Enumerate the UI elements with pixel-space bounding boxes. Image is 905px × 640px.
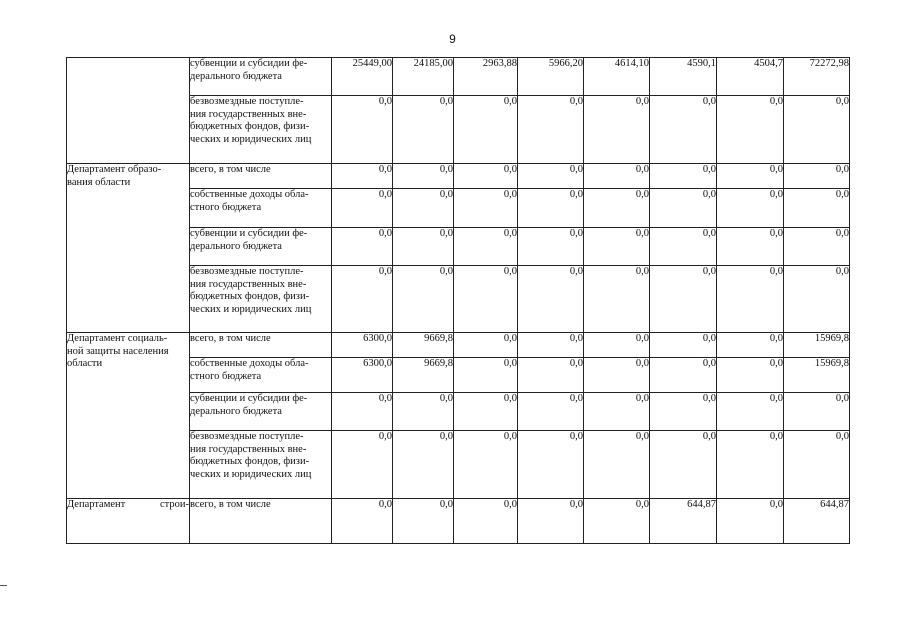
table-row bbox=[67, 499, 850, 544]
year-value-cell: 0,0 bbox=[332, 266, 393, 333]
year-value-cell: 0,0 bbox=[518, 266, 584, 333]
year-value-cell: 9669,8 bbox=[393, 358, 454, 393]
funding-source-cell: собственные доходы обла- стного бюджета bbox=[190, 189, 332, 228]
department-name: Департамент строи- bbox=[67, 499, 189, 510]
year-value-cell: 0,0 bbox=[332, 228, 393, 266]
year-value-cell: 0,0 bbox=[650, 164, 717, 189]
year-value-cell: 0,0 bbox=[650, 96, 717, 164]
year-value-cell: 0,0 bbox=[393, 189, 454, 228]
year-value-cell: 0,0 bbox=[650, 393, 717, 431]
year-value-cell: 0,0 bbox=[584, 228, 650, 266]
funding-source-cell: субвенции и субсидии фе- дерального бюджета bbox=[190, 58, 332, 96]
year-value-cell: 0,0 bbox=[584, 333, 650, 358]
year-value-cell: 0,0 bbox=[454, 164, 518, 189]
year-value-cell: 0,0 bbox=[454, 266, 518, 333]
year-value-cell: 0,0 bbox=[518, 358, 584, 393]
table-row bbox=[67, 58, 850, 96]
year-value-cell: 0,0 bbox=[584, 431, 650, 499]
funding-source-cell: субвенции и субсидии фе- дерального бюджета bbox=[190, 393, 332, 431]
total-value-cell: 72272,98 bbox=[784, 58, 850, 96]
year-value-cell: 6300,0 bbox=[332, 358, 393, 393]
year-value-cell: 0,0 bbox=[717, 431, 784, 499]
year-value-cell: 0,0 bbox=[393, 164, 454, 189]
year-value-cell: 5966,20 bbox=[518, 58, 584, 96]
funding-source-cell: безвозмездные поступле- ния государственных вне- бюджетных фондов, физи- ческих и юридических лиц bbox=[190, 266, 332, 333]
year-value-cell: 0,0 bbox=[518, 431, 584, 499]
year-value-cell: 0,0 bbox=[332, 189, 393, 228]
year-value-cell: 0,0 bbox=[717, 333, 784, 358]
year-value-cell: 0,0 bbox=[650, 266, 717, 333]
year-value-cell: 0,0 bbox=[518, 164, 584, 189]
year-value-cell: 0,0 bbox=[518, 499, 584, 544]
year-value-cell: 0,0 bbox=[454, 333, 518, 358]
year-value-cell: 0,0 bbox=[584, 499, 650, 544]
total-value-cell: 0,0 bbox=[784, 228, 850, 266]
total-value-cell: 0,0 bbox=[784, 96, 850, 164]
year-value-cell: 6300,0 bbox=[332, 333, 393, 358]
total-value-cell: 0,0 bbox=[784, 266, 850, 333]
year-value-cell: 0,0 bbox=[393, 499, 454, 544]
year-value-cell: 0,0 bbox=[454, 189, 518, 228]
year-value-cell: 0,0 bbox=[584, 266, 650, 333]
year-value-cell: 0,0 bbox=[454, 393, 518, 431]
year-value-cell: 0,0 bbox=[650, 189, 717, 228]
year-value-cell: 0,0 bbox=[650, 228, 717, 266]
year-value-cell: 4614,10 bbox=[584, 58, 650, 96]
department-name: Департамент образо- вания области bbox=[67, 164, 162, 188]
year-value-cell: 0,0 bbox=[332, 164, 393, 189]
funding-source-cell: всего, в том числе bbox=[190, 499, 332, 544]
year-value-cell: 0,0 bbox=[393, 393, 454, 431]
year-value-cell: 25449,00 bbox=[332, 58, 393, 96]
year-value-cell: 0,0 bbox=[650, 358, 717, 393]
year-value-cell: 0,0 bbox=[454, 431, 518, 499]
department-cell bbox=[67, 333, 190, 499]
total-value-cell: 0,0 bbox=[784, 393, 850, 431]
budget-table bbox=[66, 57, 850, 544]
department-cell bbox=[67, 164, 190, 333]
year-value-cell: 0,0 bbox=[717, 96, 784, 164]
year-value-cell: 0,0 bbox=[584, 358, 650, 393]
total-value-cell: 0,0 bbox=[784, 164, 850, 189]
year-value-cell: 0,0 bbox=[584, 189, 650, 228]
table-row bbox=[67, 333, 850, 358]
scan-edge-mark bbox=[0, 585, 7, 586]
year-value-cell: 644,87 bbox=[650, 499, 717, 544]
year-value-cell: 0,0 bbox=[393, 431, 454, 499]
year-value-cell: 0,0 bbox=[332, 393, 393, 431]
year-value-cell: 0,0 bbox=[454, 499, 518, 544]
year-value-cell: 0,0 bbox=[332, 96, 393, 164]
total-value-cell: 0,0 bbox=[784, 189, 850, 228]
year-value-cell: 4590,1 bbox=[650, 58, 717, 96]
year-value-cell: 0,0 bbox=[518, 333, 584, 358]
year-value-cell: 0,0 bbox=[717, 393, 784, 431]
year-value-cell: 0,0 bbox=[518, 189, 584, 228]
year-value-cell: 0,0 bbox=[717, 228, 784, 266]
year-value-cell: 0,0 bbox=[393, 228, 454, 266]
year-value-cell: 0,0 bbox=[717, 164, 784, 189]
funding-source-cell: всего, в том числе bbox=[190, 333, 332, 358]
year-value-cell: 0,0 bbox=[518, 96, 584, 164]
year-value-cell: 0,0 bbox=[393, 96, 454, 164]
year-value-cell: 0,0 bbox=[393, 266, 454, 333]
funding-source-cell: безвозмездные поступле- ния государственных вне- бюджетных фондов, физи- ческих и юридических лиц bbox=[190, 96, 332, 164]
year-value-cell: 9669,8 bbox=[393, 333, 454, 358]
total-value-cell: 644,87 bbox=[784, 499, 850, 544]
year-value-cell: 0,0 bbox=[518, 228, 584, 266]
total-value-cell: 15969,8 bbox=[784, 333, 850, 358]
year-value-cell: 0,0 bbox=[332, 499, 393, 544]
year-value-cell: 0,0 bbox=[332, 431, 393, 499]
year-value-cell: 0,0 bbox=[650, 431, 717, 499]
year-value-cell: 0,0 bbox=[584, 164, 650, 189]
year-value-cell: 0,0 bbox=[717, 358, 784, 393]
table-row bbox=[67, 164, 850, 189]
department-cell bbox=[67, 58, 190, 164]
funding-source-cell: безвозмездные поступле- ния государственных вне- бюджетных фондов, физи- ческих и юридических лиц bbox=[190, 431, 332, 499]
year-value-cell: 0,0 bbox=[518, 393, 584, 431]
year-value-cell: 2963,88 bbox=[454, 58, 518, 96]
year-value-cell: 24185,00 bbox=[393, 58, 454, 96]
year-value-cell: 0,0 bbox=[717, 499, 784, 544]
year-value-cell: 0,0 bbox=[650, 333, 717, 358]
funding-source-cell: всего, в том числе bbox=[190, 164, 332, 189]
year-value-cell: 0,0 bbox=[454, 358, 518, 393]
year-value-cell: 0,0 bbox=[584, 393, 650, 431]
department-cell bbox=[67, 499, 190, 544]
year-value-cell: 0,0 bbox=[717, 189, 784, 228]
department-name: Департамент социаль- ной защиты населения области bbox=[67, 333, 169, 370]
year-value-cell: 0,0 bbox=[717, 266, 784, 333]
funding-source-cell: субвенции и субсидии фе- дерального бюджета bbox=[190, 228, 332, 266]
year-value-cell: 0,0 bbox=[454, 228, 518, 266]
year-value-cell: 0,0 bbox=[584, 96, 650, 164]
total-value-cell: 15969,8 bbox=[784, 358, 850, 393]
funding-source-cell: собственные доходы обла- стного бюджета bbox=[190, 358, 332, 393]
year-value-cell: 4504,7 bbox=[717, 58, 784, 96]
page-number: 9 bbox=[449, 32, 456, 46]
total-value-cell: 0,0 bbox=[784, 431, 850, 499]
year-value-cell: 0,0 bbox=[454, 96, 518, 164]
